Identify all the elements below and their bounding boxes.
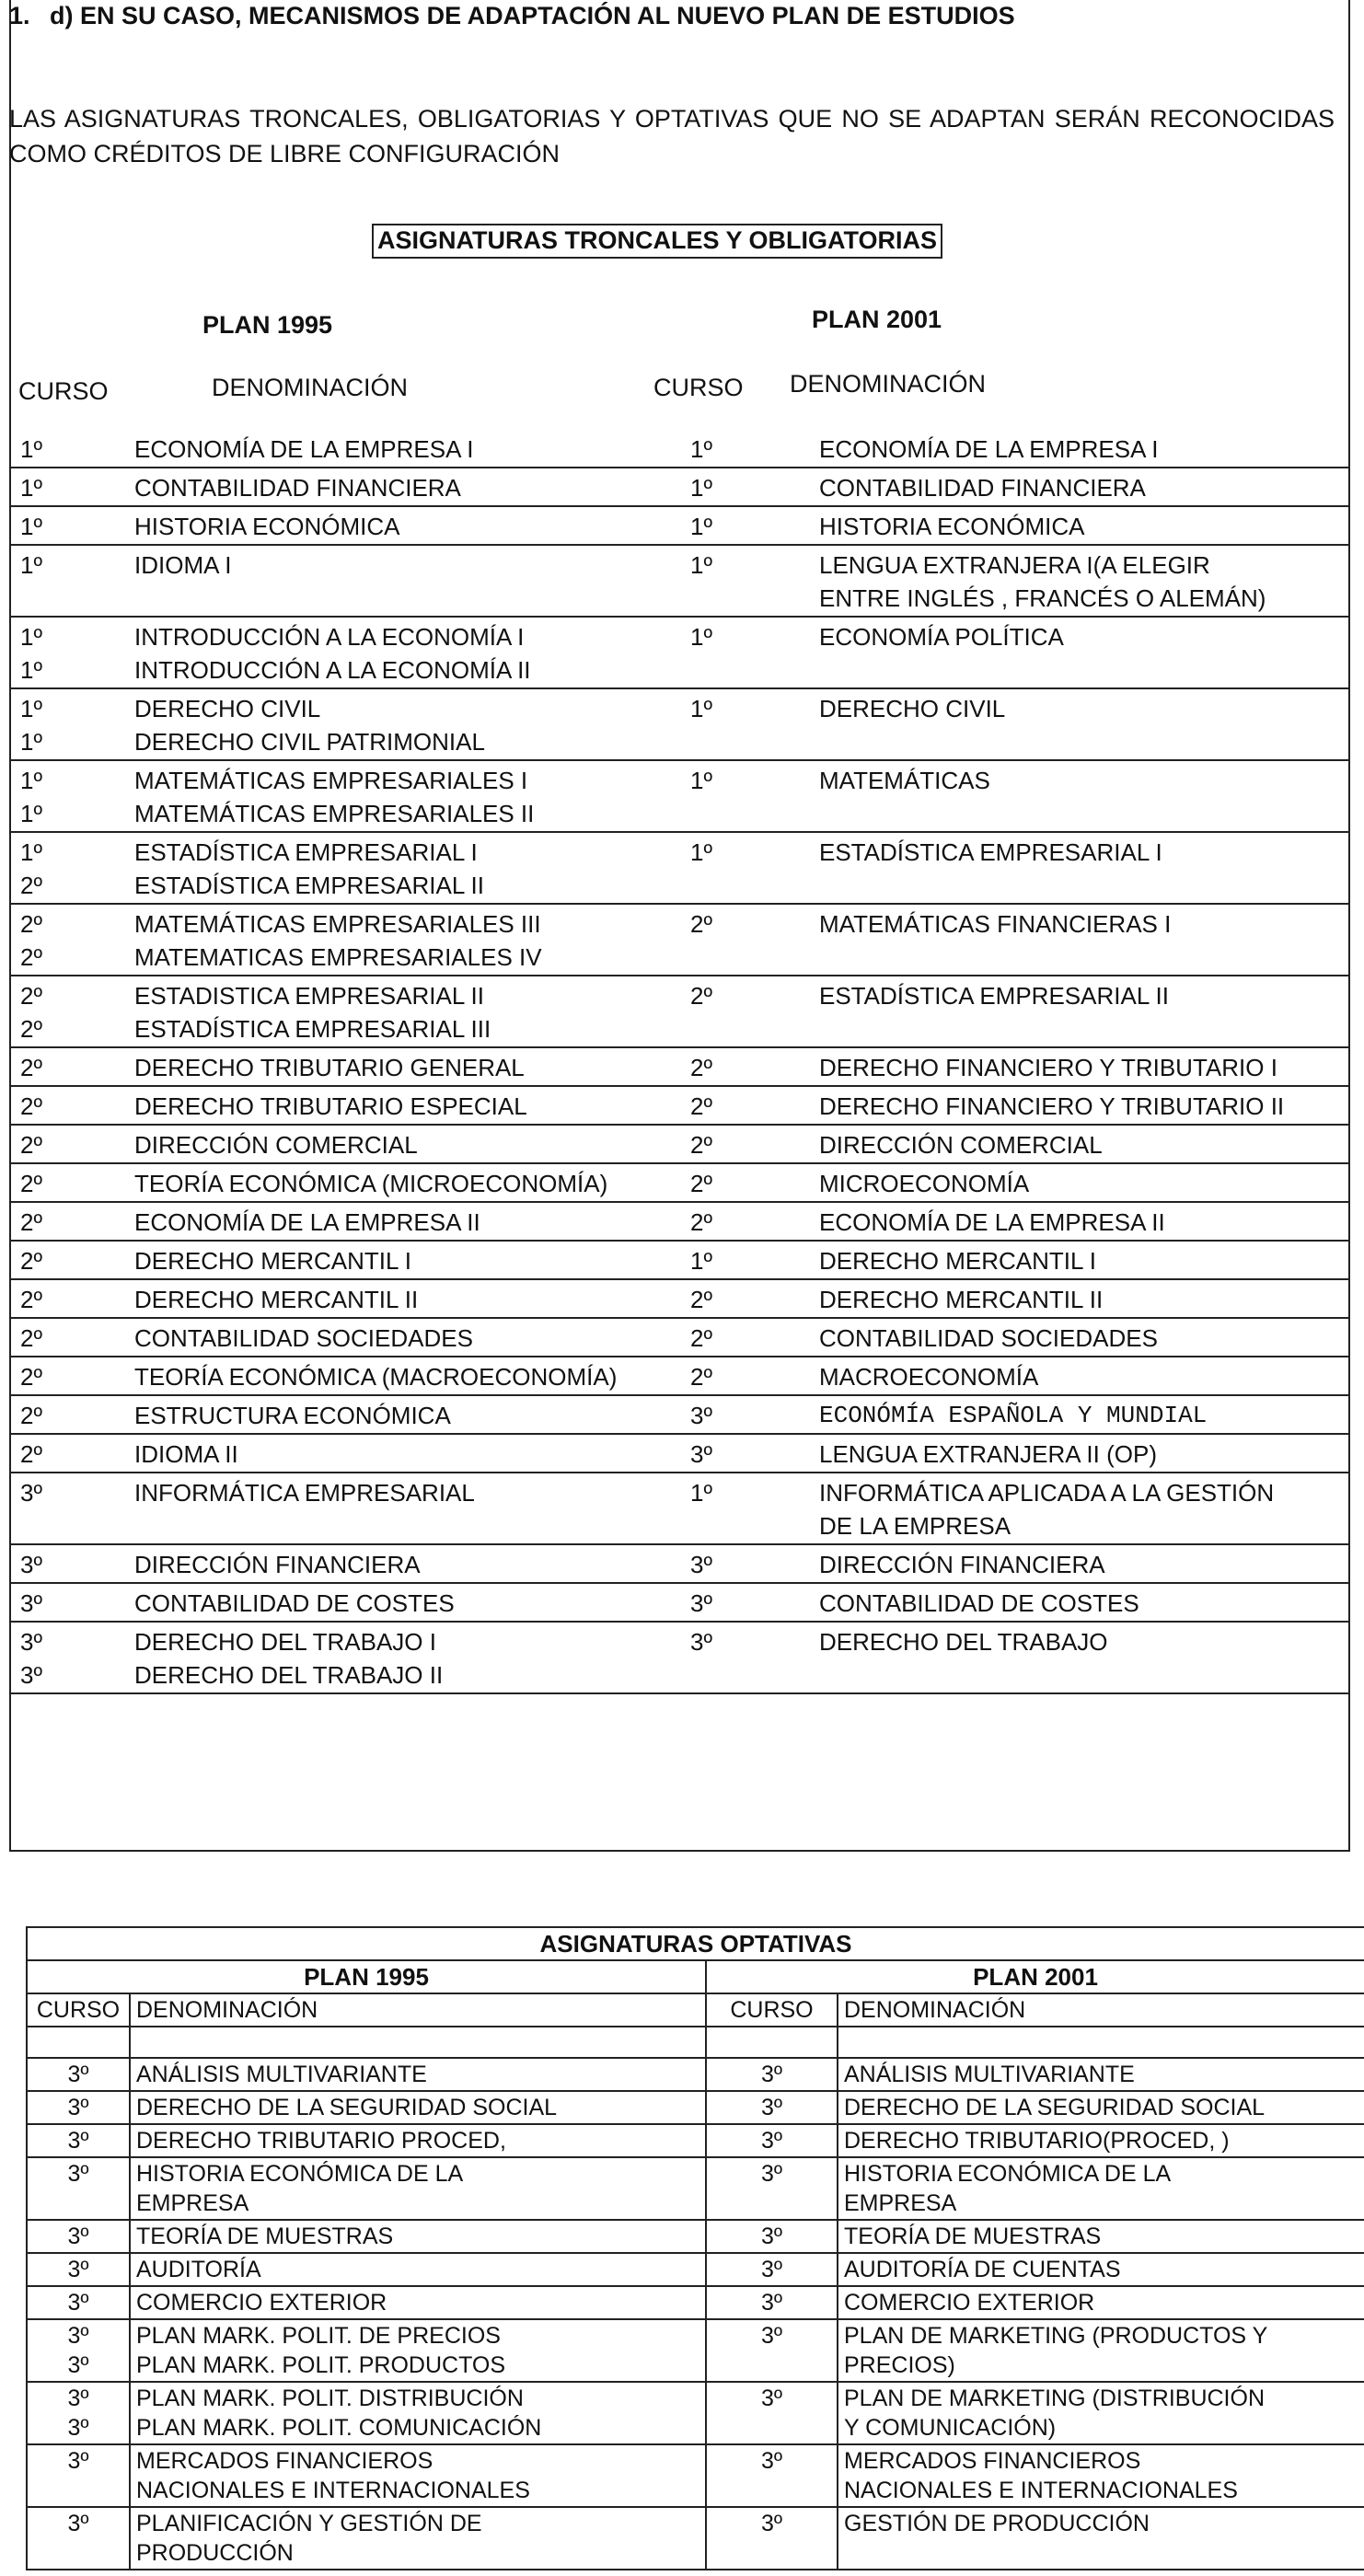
new-denominacion: LENGUA EXTRANJERA II (OP) [819,1440,1157,1468]
opt-new-denominacion: AUDITORÍA DE CUENTAS [838,2253,1364,2286]
row-divider [9,1317,1350,1319]
optativa-row [27,2319,1364,2382]
new-denominacion: HISTORIA ECONÓMICA [819,513,1085,540]
old-curso: 1º [20,435,42,463]
optativa-row [27,2507,1364,2570]
opt-col-curso-old: CURSO [27,1993,130,2027]
old-curso: 2º [20,1440,42,1468]
old-denominacion: MATEMÁTICAS EMPRESARIALES II [134,800,535,827]
new-denominacion: DERECHO FINANCIERO Y TRIBUTARIO I [819,1054,1277,1081]
new-denominacion: ENTRE INGLÉS , FRANCÉS O ALEMÁN) [819,584,1266,612]
new-denominacion: DE LA EMPRESA [819,1512,1011,1540]
old-denominacion: IDIOMA II [134,1440,238,1468]
opt-new-curso: 3º [706,2091,838,2124]
old-denominacion: TEORÍA ECONÓMICA (MACROECONOMÍA) [134,1363,618,1391]
new-curso: 2º [690,1092,712,1120]
new-curso: 2º [690,1324,712,1352]
optativa-row [27,2124,1364,2157]
old-denominacion: ESTADÍSTICA EMPRESARIAL III [134,1015,491,1043]
row-divider [9,759,1350,761]
old-curso: 2º [20,1402,42,1429]
old-curso: 1º [20,838,42,866]
old-curso: 2º [20,1092,42,1120]
row-divider [9,687,1350,689]
new-curso: 1º [690,435,712,463]
old-denominacion: INTRODUCCIÓN A LA ECONOMÍA II [134,656,531,684]
new-denominacion: DERECHO DEL TRABAJO [819,1628,1108,1656]
optativas-plan-2001: PLAN 2001 [706,1960,1364,1993]
new-denominacion: DERECHO FINANCIERO Y TRIBUTARIO II [819,1092,1285,1120]
adaptation-note: LAS ASIGNATURAS TRONCALES, OBLIGATORIAS Y OPTATIVAS QUE NO SE ADAPTAN SERÁN RECONOCIDAS COMO CRÉDITOS DE LIBRE CONFIGURACIÓN [9,105,1335,167]
opt-new-denominacion: PLAN DE MARKETING (PRODUCTOS Y PRECIOS) [838,2319,1364,2382]
new-denominacion: ESTADÍSTICA EMPRESARIAL II [819,982,1169,1010]
new-curso: 2º [690,1170,712,1197]
opt-old-curso: 3º [27,2444,130,2507]
new-curso: 3º [690,1551,712,1578]
old-denominacion: DERECHO DEL TRABAJO II [134,1661,444,1689]
row-divider [9,544,1350,546]
old-denominacion: CONTABILIDAD FINANCIERA [134,474,461,502]
opt-new-curso: 3º [706,2444,838,2507]
old-curso: 2º [20,1363,42,1391]
opt-old-denominacion: DERECHO DE LA SEGURIDAD SOCIAL [130,2091,706,2124]
old-denominacion: DERECHO TRIBUTARIO ESPECIAL [134,1092,527,1120]
opt-new-denominacion: DERECHO DE LA SEGURIDAD SOCIAL [838,2091,1364,2124]
old-denominacion: DIRECCIÓN FINANCIERA [134,1551,421,1578]
old-curso: 1º [20,728,42,756]
new-curso: 2º [690,1131,712,1159]
old-denominacion: HISTORIA ECONÓMICA [134,513,400,540]
row-divider [9,1046,1350,1048]
old-denominacion: DERECHO CIVIL PATRIMONIAL [134,728,485,756]
opt-old-denominacion: TEORÍA DE MUESTRAS [130,2220,706,2253]
opt-new-denominacion: COMERCIO EXTERIOR [838,2286,1364,2319]
old-denominacion: ESTADÍSTICA EMPRESARIAL I [134,838,478,866]
old-denominacion: ESTADISTICA EMPRESARIAL II [134,982,484,1010]
col-denominacion-new: DENOMINACIÓN [790,370,987,398]
new-denominacion: ECONOMÍA DE LA EMPRESA II [819,1208,1165,1236]
row-divider [9,467,1350,468]
old-curso: 1º [20,623,42,651]
opt-old-denominacion: ANÁLISIS MULTIVARIANTE [130,2058,706,2091]
opt-new-curso: 3º [706,2124,838,2157]
opt-old-curso: 3º [27,2253,130,2286]
new-curso: 3º [690,1628,712,1656]
opt-new-curso: 3º [706,2157,838,2220]
new-curso: 2º [690,1054,712,1081]
new-curso: 1º [690,623,712,651]
col-denominacion-old: DENOMINACIÓN [212,374,409,401]
opt-old-denominacion: COMERCIO EXTERIOR [130,2286,706,2319]
row-divider [9,1582,1350,1584]
new-denominacion: ESTADÍSTICA EMPRESARIAL I [819,838,1162,866]
old-denominacion: ECONOMÍA DE LA EMPRESA II [134,1208,480,1236]
new-denominacion: CONTABILIDAD DE COSTES [819,1589,1139,1617]
old-curso: 3º [20,1551,42,1578]
old-curso: 1º [20,767,42,794]
new-curso: 1º [690,474,712,502]
row-divider [9,1240,1350,1242]
opt-col-denominacion-old: DENOMINACIÓN [130,1993,706,2027]
opt-new-denominacion: HISTORIA ECONÓMICA DE LA EMPRESA [838,2157,1364,2220]
new-curso: 2º [690,1286,712,1313]
new-denominacion: DIRECCIÓN COMERCIAL [819,1131,1103,1159]
old-curso: 1º [20,695,42,722]
new-denominacion: MATEMÁTICAS [819,767,990,794]
old-denominacion: MATEMÁTICAS EMPRESARIALES I [134,767,528,794]
opt-old-curso: 3º [27,2220,130,2253]
opt-old-curso: 3º [27,2091,130,2124]
new-denominacion: MACROECONOMÍA [819,1363,1039,1391]
row-divider [9,1162,1350,1164]
plan-2001-heading: PLAN 2001 [812,306,942,333]
opt-old-curso: 3º [27,2507,130,2570]
old-curso: 2º [20,1015,42,1043]
old-curso: 2º [20,943,42,971]
opt-old-curso: 3º [27,2058,130,2091]
row-divider [9,616,1350,618]
row-divider [9,1278,1350,1280]
optativa-row [27,2382,1364,2444]
old-denominacion: DERECHO TRIBUTARIO GENERAL [134,1054,525,1081]
old-curso: 2º [20,1131,42,1159]
opt-new-curso: 3º [706,2319,838,2382]
old-denominacion: ESTRUCTURA ECONÓMICA [134,1402,451,1429]
old-denominacion: DERECHO DEL TRABAJO I [134,1628,436,1656]
new-denominacion: MICROECONOMÍA [819,1170,1030,1197]
old-denominacion: MATEMATICAS EMPRESARIALES IV [134,943,542,971]
old-curso: 3º [20,1479,42,1507]
old-denominacion: ESTADÍSTICA EMPRESARIAL II [134,872,484,899]
opt-old-denominacion: DERECHO TRIBUTARIO PROCED, [130,2124,706,2157]
optativas-table [26,1926,1364,2570]
old-curso: 2º [20,982,42,1010]
old-denominacion: IDIOMA I [134,551,232,579]
opt-col-denominacion-new: DENOMINACIÓN [838,1993,1364,2027]
row-divider [9,1472,1350,1473]
new-denominacion: ECONOMÍA DE LA EMPRESA I [819,435,1159,463]
opt-new-curso: 3º [706,2058,838,2091]
opt-new-denominacion: MERCADOS FINANCIEROS NACIONALES E INTERNACIONALES [838,2444,1364,2507]
old-curso: 3º [20,1661,42,1689]
old-denominacion: MATEMÁTICAS EMPRESARIALES III [134,910,541,938]
opt-old-curso: 3º [27,2286,130,2319]
row-divider [9,505,1350,507]
opt-new-curso: 3º [706,2220,838,2253]
old-curso: 2º [20,872,42,899]
old-denominacion: TEORÍA ECONÓMICA (MICROECONOMÍA) [134,1170,608,1197]
old-denominacion: INTRODUCCIÓN A LA ECONOMÍA I [134,623,525,651]
optativas-rows [27,2058,1364,2570]
new-curso: 2º [690,1208,712,1236]
opt-old-curso: 3º 3º [27,2319,130,2382]
opt-old-denominacion: HISTORIA ECONÓMICA DE LA EMPRESA [130,2157,706,2220]
new-denominacion: DIRECCIÓN FINANCIERA [819,1551,1105,1578]
opt-new-denominacion: GESTIÓN DE PRODUCCIÓN [838,2507,1364,2570]
row-divider [9,1692,1350,1694]
row-divider [9,1201,1350,1203]
old-denominacion: DERECHO CIVIL [134,695,321,722]
opt-new-denominacion: DERECHO TRIBUTARIO(PROCED, ) [838,2124,1364,2157]
new-curso: 2º [690,1363,712,1391]
old-denominacion: DERECHO MERCANTIL I [134,1247,411,1275]
new-denominacion: DERECHO CIVIL [819,695,1006,722]
new-curso: 3º [690,1402,712,1429]
old-curso: 2º [20,1054,42,1081]
row-divider [9,1124,1350,1126]
new-denominacion: ECONOMÍA POLÍTICA [819,623,1064,651]
opt-new-denominacion: TEORÍA DE MUESTRAS [838,2220,1364,2253]
section-heading [9,2,1015,30]
old-curso: 1º [20,800,42,827]
section-title-text: d) EN SU CASO, MECANISMOS DE ADAPTACIÓN AL NUEVO PLAN DE ESTUDIOS [50,2,1015,29]
opt-new-denominacion: ANÁLISIS MULTIVARIANTE [838,2058,1364,2091]
old-denominacion: CONTABILIDAD SOCIEDADES [134,1324,473,1352]
opt-spacer-row [27,2027,1364,2058]
row-divider [9,903,1350,905]
old-curso: 3º [20,1628,42,1656]
opt-old-denominacion: AUDITORÍA [130,2253,706,2286]
opt-old-denominacion: PLAN MARK. POLIT. DISTRIBUCIÓN PLAN MARK. POLIT. COMUNICACIÓN [130,2382,706,2444]
new-curso: 1º [690,513,712,540]
opt-col-curso-new: CURSO [706,1993,838,2027]
new-denominacion: DERECHO MERCANTIL I [819,1247,1096,1275]
row-divider [9,1543,1350,1545]
optativa-row [27,2058,1364,2091]
old-curso: 1º [20,474,42,502]
row-divider [9,975,1350,976]
row-divider [9,1085,1350,1087]
new-curso: 3º [690,1440,712,1468]
old-denominacion: DIRECCIÓN COMERCIAL [134,1131,418,1159]
opt-new-curso: 3º [706,2382,838,2444]
opt-old-curso: 3º 3º [27,2382,130,2444]
old-curso: 3º [20,1589,42,1617]
row-divider [9,831,1350,833]
old-denominacion: DERECHO MERCANTIL II [134,1286,419,1313]
col-curso-old: CURSO [18,377,109,405]
old-curso: 2º [20,1208,42,1236]
optativa-row [27,2157,1364,2220]
plan-1995-heading: PLAN 1995 [202,311,333,339]
new-curso: 1º [690,695,712,722]
old-denominacion: CONTABILIDAD DE COSTES [134,1589,455,1617]
row-divider [9,1621,1350,1623]
opt-old-curso: 3º [27,2124,130,2157]
old-curso: 2º [20,1324,42,1352]
new-curso: 1º [690,838,712,866]
new-curso: 2º [690,982,712,1010]
opt-new-curso: 3º [706,2253,838,2286]
new-denominacion: CONTABILIDAD SOCIEDADES [819,1324,1158,1352]
new-curso: 2º [690,910,712,938]
old-curso: 1º [20,513,42,540]
row-divider [9,1394,1350,1396]
old-curso: 1º [20,656,42,684]
optativa-row [27,2091,1364,2124]
opt-old-denominacion: PLAN MARK. POLIT. DE PRECIOS PLAN MARK. POLIT. PRODUCTOS [130,2319,706,2382]
opt-new-curso: 3º [706,2286,838,2319]
col-curso-new: CURSO [653,374,744,401]
optativa-row [27,2253,1364,2286]
new-denominacion: INFORMÁTICA APLICADA A LA GESTIÓN [819,1479,1275,1507]
opt-new-denominacion: PLAN DE MARKETING (DISTRIBUCIÓN Y COMUNICACIÓN) [838,2382,1364,2444]
new-curso: 1º [690,767,712,794]
troncales-title: ASIGNATURAS TRONCALES Y OBLIGATORIAS [372,224,942,259]
opt-old-denominacion: MERCADOS FINANCIEROS NACIONALES E INTERNACIONALES [130,2444,706,2507]
new-curso: 1º [690,1479,712,1507]
optativa-row [27,2286,1364,2319]
new-curso: 1º [690,1247,712,1275]
optativa-row [27,2220,1364,2253]
old-curso: 2º [20,1286,42,1313]
old-denominacion: INFORMÁTICA EMPRESARIAL [134,1479,475,1507]
new-denominacion: DERECHO MERCANTIL II [819,1286,1104,1313]
old-curso: 1º [20,551,42,579]
optativas-plan-1995: PLAN 1995 [27,1960,706,1993]
new-denominacion: LENGUA EXTRANJERA I(A ELEGIR [819,551,1210,579]
row-divider [9,1433,1350,1435]
opt-new-curso: 3º [706,2507,838,2570]
opt-old-curso: 3º [27,2157,130,2220]
old-curso: 2º [20,1170,42,1197]
new-denominacion: ECONÓMÍA ESPAÑOLA Y MUNDIAL [819,1402,1208,1429]
optativa-row [27,2444,1364,2507]
optativas-title: ASIGNATURAS OPTATIVAS [27,1927,1364,1960]
new-denominacion: MATEMÁTICAS FINANCIERAS I [819,910,1172,938]
new-curso: 3º [690,1589,712,1617]
section-number: 1. [9,2,30,29]
new-curso: 1º [690,551,712,579]
row-divider [9,1356,1350,1357]
new-denominacion: CONTABILIDAD FINANCIERA [819,474,1146,502]
old-curso: 2º [20,1247,42,1275]
old-curso: 2º [20,910,42,938]
old-denominacion: ECONOMÍA DE LA EMPRESA I [134,435,474,463]
opt-old-denominacion: PLANIFICACIÓN Y GESTIÓN DE PRODUCCIÓN [130,2507,706,2570]
